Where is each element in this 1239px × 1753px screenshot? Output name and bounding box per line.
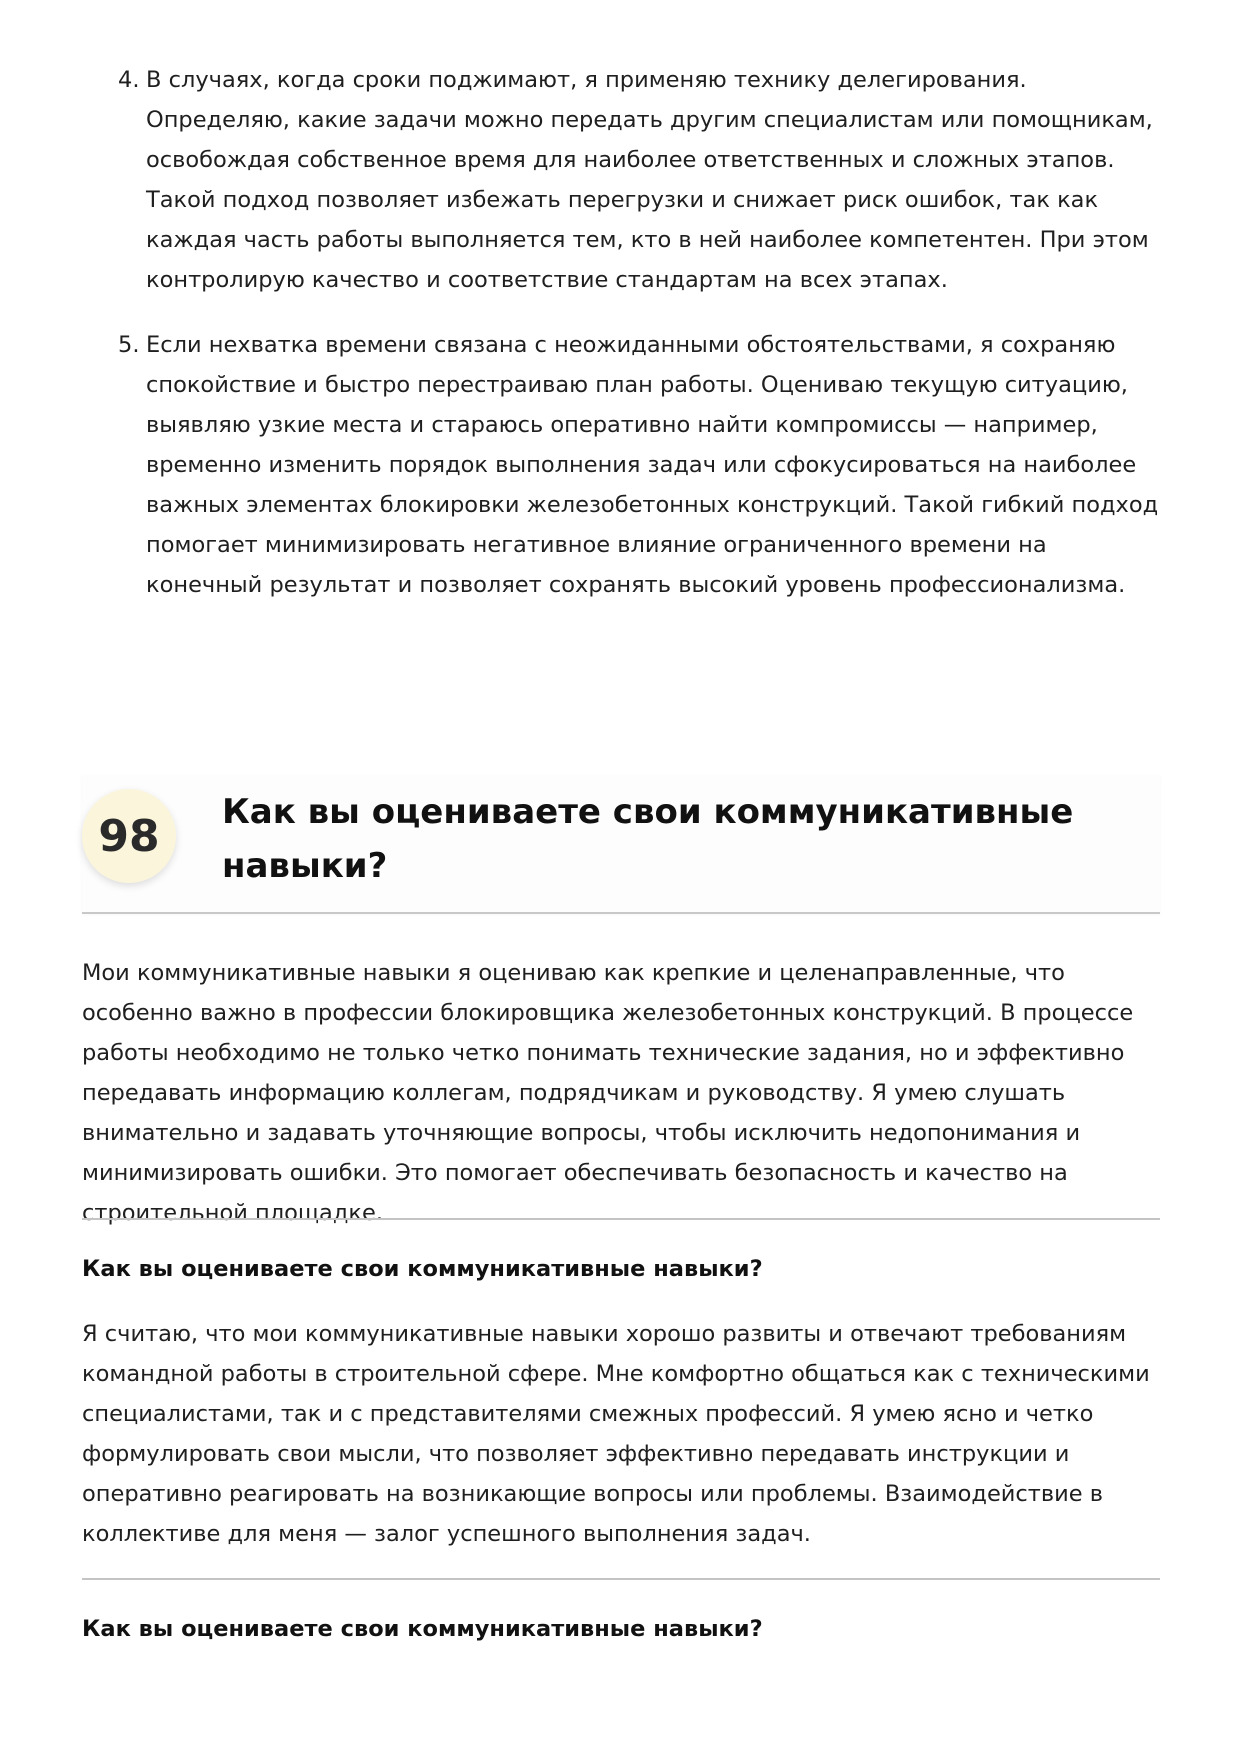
list-item-text: В случаях, когда сроки поджимают, я применяю технику делегирования. Определяю, какие задачи можно передать другим специалистам или помощникам, освобождая собственное время для наиболее ответственных и сложных этапов. Такой подход позволяет избежать перегрузки и снижает риск ошибок, так как каждая часть работы выполняется тем, кто в ней наиболее компетентен. При этом контролирую качество и соответствие стандартам на всех этапах. <box>146 67 1153 293</box>
answer-subheading: Как вы оцениваете свои коммуникативные навыки? <box>82 1616 763 1642</box>
list-item <box>118 325 1168 605</box>
list-item-number: 4. <box>118 67 140 93</box>
question-number-badge: 98 <box>82 789 176 883</box>
list-item-number: 5. <box>118 332 140 358</box>
question-title: Как вы оцениваете свои коммуникативные навыки? <box>222 792 1074 886</box>
answer-subheading: Как вы оцениваете свои коммуникативные навыки? <box>82 1256 763 1282</box>
numbered-list <box>118 60 1168 630</box>
section-divider <box>82 1578 1160 1580</box>
section-divider <box>82 1218 1160 1220</box>
question-header <box>82 775 1160 914</box>
answer-paragraph: Мои коммуникативные навыки я оцениваю как крепкие и целенаправленные, что особенно важно в профессии блокировщика железобетонных конструкций. В процессе работы необходимо не только четко понимать технические задания, но и эффективно передавать информацию коллегам, подрядчикам и руководству. Я умею слушать внимательно и задавать уточняющие вопросы, чтобы исключить недопонимания и минимизировать ошибки. Это помогает обеспечивать безопасность и качество на строительной площадке. <box>82 960 1134 1226</box>
list-item-text: Если нехватка времени связана с неожиданными обстоятельствами, я сохраняю спокойствие и быстро перестраиваю план работы. Оцениваю текущую ситуацию, выявляю узкие места и стараюсь оперативно найти компромиссы — например, временно изменить порядок выполнения задач или сфокусироваться на наиболее важных элементах блокировки железобетонных конструкций. Такой гибкий подход помогает минимизировать негативное влияние ограниченного времени на конечный результат и позволяет сохранять высокий уровень профессионализма. <box>146 332 1159 598</box>
list-item <box>118 60 1168 300</box>
answer-paragraph: Я считаю, что мои коммуникативные навыки хорошо развиты и отвечают требованиям командной работы в строительной сфере. Мне комфортно общаться как с техническими специалистами, так и с представителями смежных профессий. Я умею ясно и четко формулировать свои мысли, что позволяет эффективно передавать инструкции и оперативно реагировать на возникающие вопросы или проблемы. Взаимодействие в коллективе для меня — залог успешного выполнения задач. <box>82 1321 1150 1547</box>
